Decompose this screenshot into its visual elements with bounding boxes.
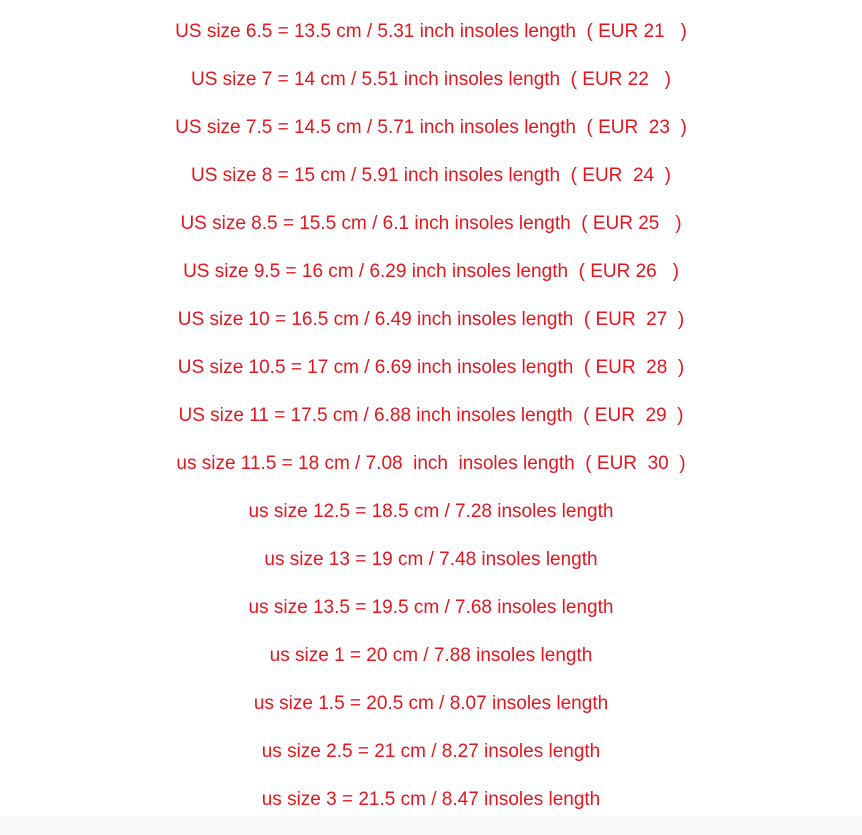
size-chart-row: us size 2.5 = 21 cm / 8.27 insoles length bbox=[261, 741, 601, 762]
size-chart-row: US size 9.5 = 16 cm / 6.29 inch insoles length ( EUR 26 ) bbox=[183, 261, 679, 282]
size-chart-row: US size 6.5 = 13.5 cm / 5.31 inch insoles length ( EUR 21 ) bbox=[175, 21, 687, 42]
size-chart-row: US size 8.5 = 15.5 cm / 6.1 inch insoles length ( EUR 25 ) bbox=[180, 213, 682, 234]
size-chart-row: US size 11 = 17.5 cm / 6.88 inch insoles length ( EUR 29 ) bbox=[178, 405, 684, 426]
size-chart-row: US size 7.5 = 14.5 cm / 5.71 inch insoles length ( EUR 23 ) bbox=[175, 117, 687, 138]
size-chart-row: US size 10 = 16.5 cm / 6.49 inch insoles length ( EUR 27 ) bbox=[177, 309, 685, 330]
bottom-divider-strip bbox=[0, 816, 862, 835]
size-chart-row: us size 13 = 19 cm / 7.48 insoles length bbox=[264, 549, 598, 570]
size-chart-row: us size 1.5 = 20.5 cm / 8.07 insoles length bbox=[253, 693, 609, 714]
size-chart-row: us size 1 = 20 cm / 7.88 insoles length bbox=[269, 645, 593, 666]
size-chart-row: US size 7 = 14 cm / 5.51 inch insoles length ( EUR 22 ) bbox=[191, 69, 671, 90]
size-chart-row: us size 12.5 = 18.5 cm / 7.28 insoles length bbox=[248, 501, 614, 522]
size-chart-row: us size 13.5 = 19.5 cm / 7.68 insoles length bbox=[248, 597, 614, 618]
size-chart-row: us size 3 = 21.5 cm / 8.47 insoles length bbox=[261, 789, 601, 810]
size-chart-row: US size 8 = 15 cm / 5.91 inch insoles length ( EUR 24 ) bbox=[191, 165, 671, 186]
size-chart-list bbox=[0, 8, 862, 824]
size-chart-row: US size 10.5 = 17 cm / 6.69 inch insoles length ( EUR 28 ) bbox=[177, 357, 685, 378]
size-chart-row: us size 11.5 = 18 cm / 7.08 inch insoles length ( EUR 30 ) bbox=[176, 453, 686, 474]
